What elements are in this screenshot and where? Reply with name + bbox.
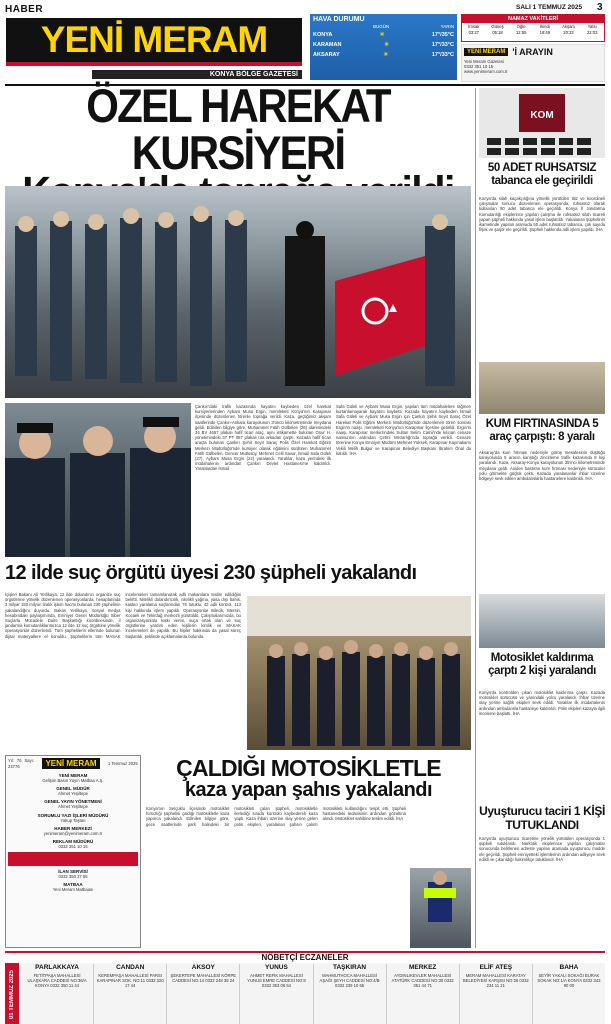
eczane-item xyxy=(21,964,94,1024)
impressum-label: İLAN SERVİSİ xyxy=(58,869,88,875)
prayer-header: İkindi xyxy=(539,24,550,29)
city-temp: 17°/33°C xyxy=(431,42,454,48)
eczane-item xyxy=(167,964,240,1024)
eczane-date: 01 TEMMUZ 2025 xyxy=(9,969,15,1020)
prayer-header: Öğle xyxy=(516,24,526,29)
ad-line: Yeni Meram Gazetesi xyxy=(464,59,504,64)
impressum-issue: Yıl: 76 Sayı: 24776 xyxy=(8,758,34,769)
prayer-title: NAMAZ VAKİTLERİ xyxy=(462,15,604,23)
impressum-label: MATBAA xyxy=(63,882,83,888)
page-number: 3 xyxy=(597,2,603,13)
impressum-label: HABER MERKEZİ xyxy=(54,825,92,831)
lead-title-1: ÖZEL HAREKAT KURSİYERİ xyxy=(86,79,390,180)
prayer-header: Akşam xyxy=(562,24,575,29)
weather-row xyxy=(313,32,454,38)
eczane-addr: MERAM MAHALLESİ KARATAY BELEDİYESİ KARŞISI NO:26 0332 234 11 21 xyxy=(462,973,529,989)
ad-logo: YENİ MERAM xyxy=(464,48,508,56)
weather-row xyxy=(313,52,454,58)
svg-text:KOM: KOM xyxy=(530,110,554,121)
ruhsat-headline: 50 ADET RUHSATSIZ tabanca ele geçirildi xyxy=(487,162,597,187)
eczane-name: MERKEZ xyxy=(408,964,437,971)
weather-row xyxy=(313,42,454,48)
impressum-value: Yeni Meram Matbaası xyxy=(52,887,94,893)
prayer-time: 05:18 xyxy=(492,30,503,35)
prayer-header: Yatsı xyxy=(587,24,597,29)
police-lineup-photo xyxy=(247,596,471,750)
ad-line: 0332 351 10 15 xyxy=(464,64,494,70)
page-date: SALI 1 TEMMUZ 2025 xyxy=(516,4,583,11)
prayer-header: İmsak xyxy=(468,24,480,29)
eczane-addr: ŞEKERTEPE MAHALLESİ KÖRPE CADDESİ NO:14 0332 248 38 24 xyxy=(170,973,237,984)
impressum-value: Ahmet Yeşiltepe xyxy=(57,804,89,810)
kum-headline: KUM FIRTINASINDA 5 araç çarpıştı: 8 yaralı xyxy=(485,418,599,443)
sun-icon: ☀ xyxy=(384,42,390,48)
weather-today-label: BUGÜN xyxy=(373,24,390,29)
weather-widget xyxy=(310,14,457,80)
impressum-label: SORUMLU YAZI İŞLERİ MÜDÜRÜ xyxy=(37,812,109,818)
suc-body: İçişleri Bakanı Ali Yerlikaya, 12 ilde dolandırıcı organize suç örgütlerine yönelik düzenlenen operasyonlarda, hesaplarında 3 milyar 150 milyon liralık işlem hacmi bulunan 230 şüphelinin yakalandığını duyurdu. Bakan Yerlikaya, sosyal medya hesabındaki paylaşımında, Emniyet Genel Müdürlüğü Siber Suçlarla Mücadele Daire Başkanlığı koordinesinde, il jandarma komutanlıklarımızca 12 ilde 12 suç örgütüne yönelik operasyonlar düzenlendi. Tüm şüphelilerin ellerinde bulunan dijital materyallere el konuldu. Şüphelilerin tüm MASAK incelemeleri tamamlanarak adli makamlara teslim edildiğini belirtti. Nitelikli dolandırıcılık, nitelikli yağma, yasa dışı bahis, kasten yaralama suçlarından 75 tutuklu, 42 adli kontrol, 113 kişi hakkında işlem yapıldı. Operasyonlar Bilecik, Mersin, Kocaeli ve Tekirdağ merkezli yürütüldü. Çalışmalarımızda, bu organizasyonlara katkı veren, suça ortak olan ve suç örgütlerine yardım eden kişilerin kimlik ve MASAK incelemeleri de yapıldı. Bu kişiler hakkında da yasal süreç başlatıldı, şeklinde açıklamalarda bulundu. xyxy=(5,592,241,639)
eczane-item xyxy=(533,964,605,1024)
eczane-name: ELİF ATEŞ xyxy=(479,964,513,971)
impressum-value: 0332 351 10 15 xyxy=(58,844,88,850)
city-name: KARAMAN xyxy=(313,42,342,48)
uyusturucu-headline: Uyuşturucu taciri 1 KİŞİ TUTUKLANDI xyxy=(479,804,605,832)
city-temp: 17°/35°C xyxy=(431,32,454,38)
impressum-value: yenimeram@yenimeram.com.tr xyxy=(43,830,103,836)
ruhsat-body: Konya'da silah kaçakçılığına yönelik yürütülen titiz ve koordineli çalışmalar sonucu düzenlenen operasyonda, ruhsatsız olarak kullanılan 50 adet tabanca ele geçirildi. Konya İl Jandarma Komutanlığı ekiplerince yapılan çalışma ile ruhsatsız silah ticareti yapan şüpheli hakkında yasal işlem başlatıldı. Yakalanan şüphelinin ikametinde yapılan aramada 50 adet ruhsatsız tabanca, çok sayıda fişek ve şarjör ele geçirildi. Şüpheli hakkında adli işlem yapıldı. İHA xyxy=(479,196,605,233)
officers-photo xyxy=(5,403,191,557)
eczane-item xyxy=(94,964,167,1024)
prayer-time: 12:55 xyxy=(515,30,527,35)
prayer-time: 20:22 xyxy=(563,30,574,35)
impressum-label: GENEL YAYIN YÖNETMENİ xyxy=(44,799,102,805)
moto-headline: Motosiklet kaldırıma çarptı 2 kişi yaralandı xyxy=(488,652,596,677)
impressum-value: Gelişim Basın Yayın Matbaa A.Ş. xyxy=(42,778,104,783)
impressum-box xyxy=(5,755,141,948)
moto-body: Konya'da kontrolden çıkan motosiklet kaldırıma çarptı. Kazada motosiklet sürücüsü ve yanındaki yolcu yaralandı. İhbar üzerine olay yerine sağlık ekipleri sevk edildi. Yaralılar ilk müdahalenin ardından ambulansla hastaneye kaldırıldı. Polis ekipleri kazayla ilgili inceleme başlattı. İHA xyxy=(479,690,605,716)
eczane-date-strip xyxy=(5,963,19,1024)
logo-text: YENİ MERAM xyxy=(40,19,268,60)
prayer-time: 16:49 xyxy=(539,30,551,35)
motosiklet-photo xyxy=(410,868,471,948)
impressum-label: YENİ MERAM xyxy=(58,773,88,778)
eczane-addr: FETİTPAŞA MAHALLESİ ULAŞKARA CADDESİ NO:36/A KONYA 0332 350 11 44 xyxy=(27,973,87,989)
eczane-addr: KEREMPAŞA MAHALLESİ PARSI KARAPINAR SOK. NO:11 0332 320 17 44 xyxy=(96,973,164,989)
eczane-addr: AYDINLIKEVLER MAHALLESİ ATATÜRK CADDESİ NO:30 0332 351 44 71 xyxy=(391,973,454,989)
eczane-addr: SEYİR YAKALI SOKAĞI BURAK SOKAK NO:1/A KONYA 0332 343 90 00 xyxy=(537,973,601,989)
sun-icon: ☀ xyxy=(379,32,385,38)
eczane-item xyxy=(240,964,313,1024)
city-temp: 17°/33°C xyxy=(431,52,454,58)
eczane-title: NÖBETÇİ ECZANELER xyxy=(5,953,605,963)
impressum-logo: YENİ MERAM xyxy=(42,758,99,769)
lead-body-right: Safa Güleli ve Aybars Musa Ergin, yapılan tüm müdahalelere rağmen kurtarılamayarak hayatını kaybetti. Kazada hayatını kaybeden İsmail Safa Güleli ve Aybars Musa Ergin için Çankırı Şehit Seyit Saraç Özel Harekat Polis Eğitim Merkezi Müdürlüğü'nde düzenlenen tören sonrası Ergin'in naaşı, memleketi Konya'nın Karapınar ilçesine getirildi. Ergin'in naaşı, Karapınar merkezindeki Sultan Selim Camii'nde kılınan cenaze namazının ardından Çetmi Mezarlığı'nda toprağa verildi. Cenaze törenine Konya Emniyet Müdürü Mehmet Yüksek, Karapınar Kaymakamı Vekili Melih Bulgur ve Karapınar Belediye Başkanı İbrahim Önal da katıldı. İHA xyxy=(336,404,471,456)
eczane-bar xyxy=(5,951,605,1024)
eczane-name: YUNUS xyxy=(265,964,288,971)
city-name: AKSARAY xyxy=(313,52,340,58)
weather-title: HAVA DURUMU xyxy=(313,16,365,23)
motosiklet-headline xyxy=(146,757,471,801)
impressum-value: Yakup Taştan xyxy=(60,817,86,823)
uyusturucu-body: Konya'da uyuşturucu ticaretine yönelik yürütülen operasyonda 1 şüpheli tutuklandı. Narkotik ekiplerince yapılan çalışmalar sonucunda belirlenen adreste yapılan aramada uyuşturucu madde ele geçirildi. Şüpheli emniyetteki işlemlerinin ardından adliyeye sevk edildi ve çıkarıldığı hakimlikçe tutuklandı. İHA xyxy=(479,836,605,862)
impressum-date: 1 Temmuz 2025 xyxy=(108,760,138,766)
prayer-time: 03:27 xyxy=(468,30,480,35)
eczane-addr: AHMET REFİK MAHALLESİ YUNUS EMRE CADDESİ NO:8 0332 353 06 54 xyxy=(247,973,306,989)
ad-headline: 'İ ARAYIN xyxy=(512,47,553,57)
moto-photo xyxy=(479,594,605,648)
masthead-logo[interactable] xyxy=(6,18,302,66)
kum-photo xyxy=(479,362,605,414)
ruhsat-photo xyxy=(479,88,605,158)
section-label: HABER xyxy=(5,4,44,15)
top-ad[interactable] xyxy=(461,44,605,82)
suc-headline: 12 ilde suç örgütü üyesi 230 şüpheli yakalandı xyxy=(5,562,417,584)
eczane-item xyxy=(460,964,533,1024)
weather-tomorrow-label: YARIN xyxy=(440,24,454,29)
eczane-name: AKSOY xyxy=(191,964,215,971)
eczane-name: BAHA xyxy=(559,964,579,971)
eczane-addr: MAHMUTHOCA MAHALLESİ AŞAĞI ŞEYH CADDESİ NO:4/B 0332 239 10 65 xyxy=(319,973,380,989)
motosiklet-title-1: ÇALDIĞI MOTOSİKLETLE xyxy=(176,755,441,781)
impressum-label: GENEL MÜDÜR xyxy=(56,786,90,792)
prayer-header: Güneş xyxy=(491,24,504,29)
funeral-scene xyxy=(5,186,471,398)
eczane-name: CANDAN xyxy=(116,964,145,971)
ad-line: www.yenimeram.com.tr xyxy=(464,69,508,75)
eczane-name: TAŞKIRAN xyxy=(333,964,367,971)
lead-body-left: Çankırı'daki trafik kazasında hayatını kaybeden özel harekat kursiyerlerinden Aybars Musa Ergin, memleketi Konya'nın Karapınar ilçesinde düzenlenen törenle toprağa verildi. Kaza, geçtiğimiz akşam saatlerinde Çankırı-Ankara karayolunun 3'üncü kilometresinde meydana geldi. Edinilen bilgiye göre, Muhammet Fatih Gülbelen (26) idaresindeki 34 BV 4657 plakalı hafif ticari araç, aynı istikamette bulunan Onur H. yönetimindeki 37 PT 057 plakalı tıra arkadan çarptı. Kazada hafif ticari araçta bulunan Çankırı Şehit Seyit Saraç Polis Özel Harekat Eğitim Merkezi Müdürlüğü'nde kursiyer olarak eğitimini sürdüren Muhammet Fatih Gülbelen, Gencer Mutlusoy, Mehmet Celil Savar, İsmail Safa Güleli (27), Aybars Musa Ergin (22) yaralandı. Yaralılar, kaza yerindeki ilk müdahalenin ardından Çankırı Devlet Hastanesi'ne kaldırıldı. Yaralılardan İsmail xyxy=(195,404,331,472)
impressum-value: Ahmet Yeşiltepe xyxy=(57,791,89,797)
prayer-times xyxy=(461,14,605,42)
motosiklet-body: Konya'nın Selçuklu ilçesinde motosiklet hırsızlığı şüphelisi çaldığı motosikletle kaza yapınca yakalandı. Edinilen bilgiye göre, gece saatlerinde park halindeki bir motosikleti çalan şüpheli, motosikletle ilerlediği sırada kontrolü kaybederek kaza yaptı. Kaza ihbarı üzerine olay yerine gelen polis ekipleri, yaralanan şahsın çalıntı motosikleti kullandığını tespit etti. Şüpheli hastanedeki tedavisinin ardından gözaltına alındı. Motosiklet sahibine teslim edildi. İHA xyxy=(146,806,406,827)
motosiklet-title-2: kaza yapan şahıs yakalandı xyxy=(184,779,433,801)
kum-body: Aksaray'da kum fırtınası nedeniyle görüş mesafesinin düştüğü karayolunda 5 aracın karıştığı zincirleme trafik kazasında 8 kişi yaralandı. Kaza, Aksaray-Konya karayolunun 35'inci kilometresinde meydana geldi. Aniden bastıran kum fırtınası nedeniyle sürücüler yolu görmekte güçlük çekti. Kazada yaralananlar ihbar üzerine bölgeye sevk edilen ambulanslarla hastanelere kaldırıldı. İHA xyxy=(479,450,605,482)
eczane-item xyxy=(387,964,460,1024)
eczane-name: PARLAKKAYA xyxy=(35,964,79,971)
tagline: KONYA BÖLGE GAZETESİ xyxy=(92,70,302,79)
prayer-time: 22:03 xyxy=(586,30,598,35)
eczane-item xyxy=(314,964,387,1024)
right-sidebar-divider xyxy=(475,88,476,948)
impressum-label: REKLAM MÜDÜRÜ xyxy=(52,839,94,845)
city-name: KONYA xyxy=(313,32,333,38)
sun-icon: ☀ xyxy=(383,52,389,58)
funeral-photo xyxy=(5,186,471,398)
impressum-value: 0332 350 27 55 xyxy=(58,874,88,880)
